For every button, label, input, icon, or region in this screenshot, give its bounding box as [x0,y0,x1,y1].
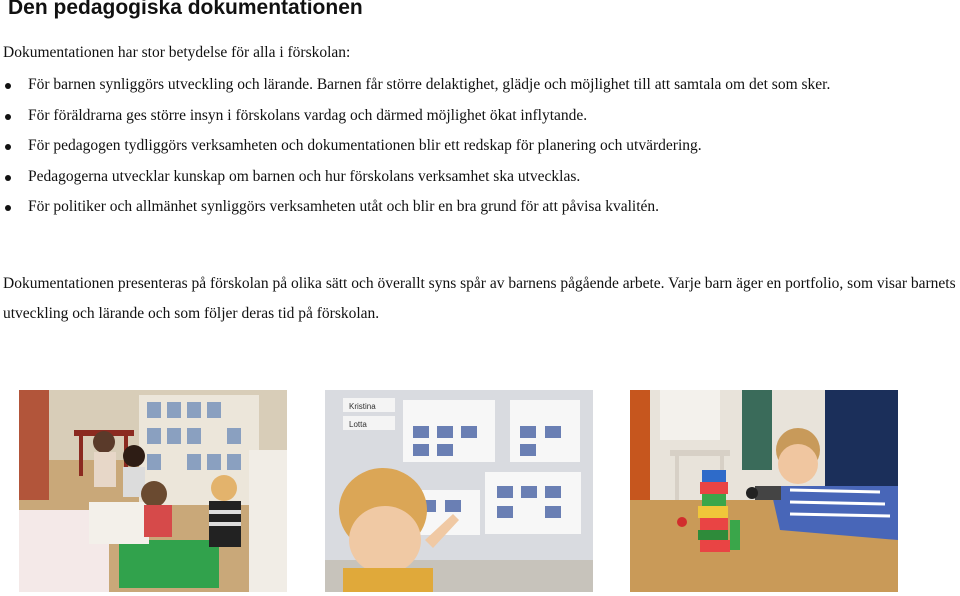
name-label: Kristina [349,402,376,411]
body-paragraph: Dokumentationen presenteras på förskolan på olika sätt och överallt syns spår av barnens pågående arbete. Varje barn äger en portfolio, som visar barnets utveckling och lärande och som följer deras tid på förskolan. [3,275,956,322]
page-title: Den pedagogiska dokumentationen [8,0,363,19]
name-label: Lotta [349,420,367,429]
bullet-list [0,74,830,227]
bullet-item: För föräldrarna ges större insyn i förskolans vardag och därmed möjlighet ökat inflytande. [0,105,830,136]
bullet-item: Pedagogerna utvecklar kunskap om barnen och hur förskolans verksamhet ska utvecklas. [0,166,830,197]
intro-text: Dokumentationen har stor betydelse för alla i förskolan: [3,44,351,61]
bullet-item: För pedagogen tydliggörs verksamheten och dokumentationen blir ett redskap för planering och utvärdering. [0,135,830,166]
photo-children-reading [19,390,287,592]
photo-child-pointing [325,390,593,592]
photo-boy-blocks [630,390,898,592]
bullet-item: För politiker och allmänhet synliggörs verksamheten utåt och blir en bra grund för att påvisa kvalitén. [0,196,830,227]
bullet-item: För barnen synliggörs utveckling och lärande. Barnen får större delaktighet, glädje och möjlighet till att samtala om det som sker. [0,74,830,105]
